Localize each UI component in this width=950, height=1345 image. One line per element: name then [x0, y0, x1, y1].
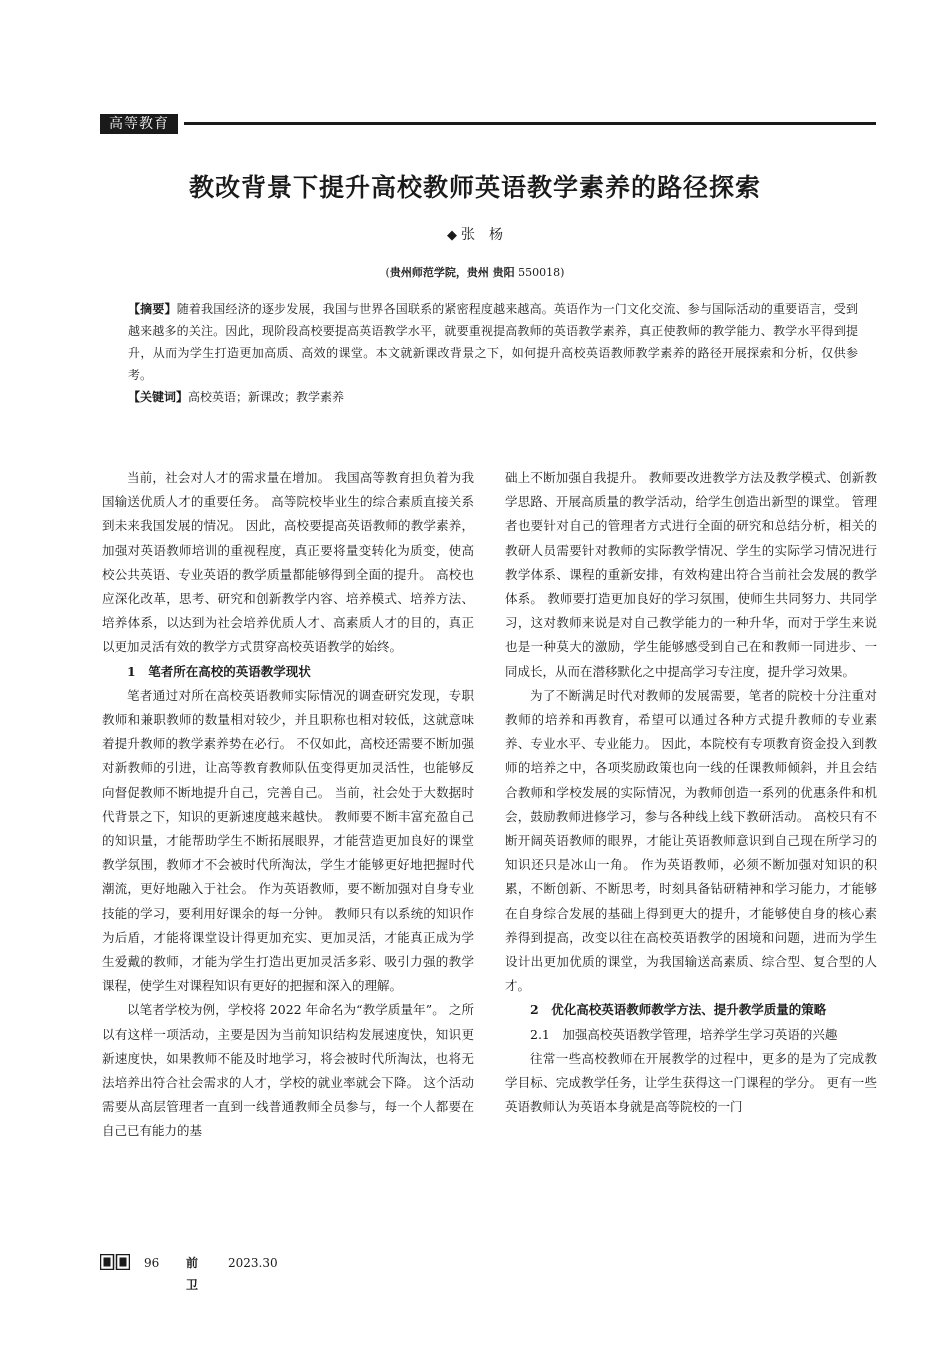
abstract [128, 298, 858, 386]
paragraph: 往常一些高校教师在开展教学的过程中，更多的是为了完成教学目标、完成教学任务，让学生获得这一门课程的学分。 更有一些英语教师认为英语本身就是高等院校的一门 [505, 1050, 877, 1115]
abstract-block [128, 298, 858, 408]
keywords-text: 高校英语；新课改；教学素养 [188, 390, 345, 404]
paragraph: 笔者通过对所在高校英语教师实际情况的调查研究发现，专职教师和兼职教师的数量相对较少，并且职称也相对较低，这就意味着提升教师的教学素养势在必行。 不仅如此，高校还需要不断加强对新教师的引进，让高等教育教师队伍变得更加灵活性，也能够反向督促教师不断地提升自己，完善自己。 当前，社会处于大数据时代背景之下，知识的更新速度越来越快。 教师要不断丰富充盈自己的知识量，才能帮助学生不断拓展眼界，才能营造更加良好的课堂教学氛围，教师才不会被时代所淘汰，学生才能够更好地把握时代潮流，更好地融入于社会。 作为英语教师，要不断加强对自身专业技能的学习，要利用好课余的每一分钟。 教师只有以系统的知识作为后盾，才能将课堂设计得更加充实、更加灵活，才能真正成为学生爱戴的教师，才能为学生打造出更加灵活多彩、吸引力强的教学课程，使学生对课程知识有更好的把握和深入的理解。 [102, 687, 474, 994]
section-heading-2: 2 优化高校英语教师教学方法、提升教学质量的策略 [530, 1002, 827, 1018]
article-title: 教改背景下提升高校教师英语教学素养的路径探索 [188, 173, 761, 202]
subsection-heading-2-1: 2.1 加强高校英语教学管理，培养学生学习英语的兴趣 [530, 1026, 838, 1042]
issue-number: 2023.30 [228, 1256, 278, 1270]
paragraph: 以笔者学校为例，学校将 2022 年命名为“教学质量年”。 之所以有这样一项活动，主要是因为当前知识结构发展速度快，知识更新速度快，如果教师不能及时地学习，将会被时代所淘汰，也将无法培养出符合社会需求的人才，学校的就业率就会下降。 这个活动需要从高层管理者一直到一线普通教师全员参与，每一个人都要在自己已有能力的基 [102, 1002, 474, 1139]
section-header [100, 114, 876, 134]
keywords [128, 386, 858, 408]
journal-name: 前卫 [186, 1256, 201, 1292]
abstract-text: 随着我国经济的逐步发展，我国与世界各国联系的紧密程度越来越高。英语作为一门文化交流、参与国际活动的重要语言，受到越来越多的关注。因此，现阶段高校要提高英语教学水平，就要重视提高教师的英语教学素养，真正使教师的教学能力、教学水平得到提升，从而为学生打造更加高质、高效的课堂。本文就新课改背景之下，如何提升高校英语教师教学素养的路径开展探索和分析，仅供参考。 [128, 302, 858, 382]
page-number: 96 [144, 1256, 160, 1270]
journal-logo-icon [100, 1254, 130, 1270]
paragraph: 为了不断满足时代对教师的发展需要，笔者的院校十分注重对教师的培养和再教育，希望可以通过各种方式提升教师的专业素养、专业水平、专业能力。 因此，本院校有专项教育资金投入到教师的培养之中，各项奖励政策也向一线的任课教师倾斜，并且会结合教师和学校发展的实际情况，为教师创造一系列的优惠条件和机会，鼓励教师进修学习，参与各种线上线下教研活动。 高校只有不断开阔英语教师的眼界，才能让英语教师意识到自己现在所学习的知识还只是冰山一角。 作为英语教师，必须不断加强对知识的积累，不断创新、不断思考，时刻具备钻研精神和学习能力，才能够在自身综合发展的基础上得到更大的提升，才能够使自身的核心素养得到提高，改变以往在高校英语教学的困境和问题，进而为学生设计出更加优质的课堂，为我国输送高素质、综合型、复合型的人才。 [505, 687, 877, 994]
paragraph: 当前，社会对人才的需求量在增加。 我国高等教育担负着为我国输送优质人才的重要任务。 高等院校毕业生的综合素质直接关系到未来我国发展的情况。 因此，高校要提高英语教师的教学素养，加强对英语教师培训的重视程度，真正要将量变转化为质变，使高校公共英语、专业英语的教学质量都能够得到全面的提升。 高校也应深化改革，思考、研究和创新教学内容、培养模式、培养方法、培养体系，以达到为社会培养优质人才、高素质人才的目的，真正以更加灵活有效的教学方式贯穿高校英语教学的始终。 [102, 470, 474, 655]
keywords-label: 【关键词】 [128, 390, 189, 404]
section-tag: 高等教育 [100, 114, 178, 134]
diamond-icon: ◆ [447, 228, 457, 243]
postcode: 550018 [518, 266, 561, 279]
author-line [0, 224, 950, 244]
section-heading-1: 1 笔者所在高校的英语教学现状 [127, 663, 311, 679]
author-name: 张 杨 [461, 227, 503, 243]
body-column-left [102, 466, 474, 1144]
body-column-right [505, 466, 877, 1119]
affiliation: (贵州师范学院，贵州 贵阳 550018) [385, 266, 565, 279]
section-rule [184, 122, 876, 125]
affiliation-name: 贵州师范学院，贵州 贵阳 [389, 266, 515, 279]
abstract-label: 【摘要】 [128, 302, 177, 316]
paragraph-continued: 础上不断加强自我提升。 教师要改进教学方法及教学模式、创新教学思路、开展高质量的教学活动，给学生创造出新型的课堂。 管理者也要针对自己的管理者方式进行全面的研究和总结分析，相关的教研人员需要针对教师的实际教学情况、学生的实际学习情况进行教学体系、课程的重新安排，有效构建出符合当前社会发展的教学体系。 教师要打造更加良好的学习氛围，使师生共同努力、共同学习，这对教师来说是对自己教学能力的一种升华，而对于学生来说也是一种莫大的激励，学生能够感受到自己在和教师一同进步、一同成长，从而在潜移默化之中提高学习专注度，提升学习效果。 [505, 470, 877, 679]
